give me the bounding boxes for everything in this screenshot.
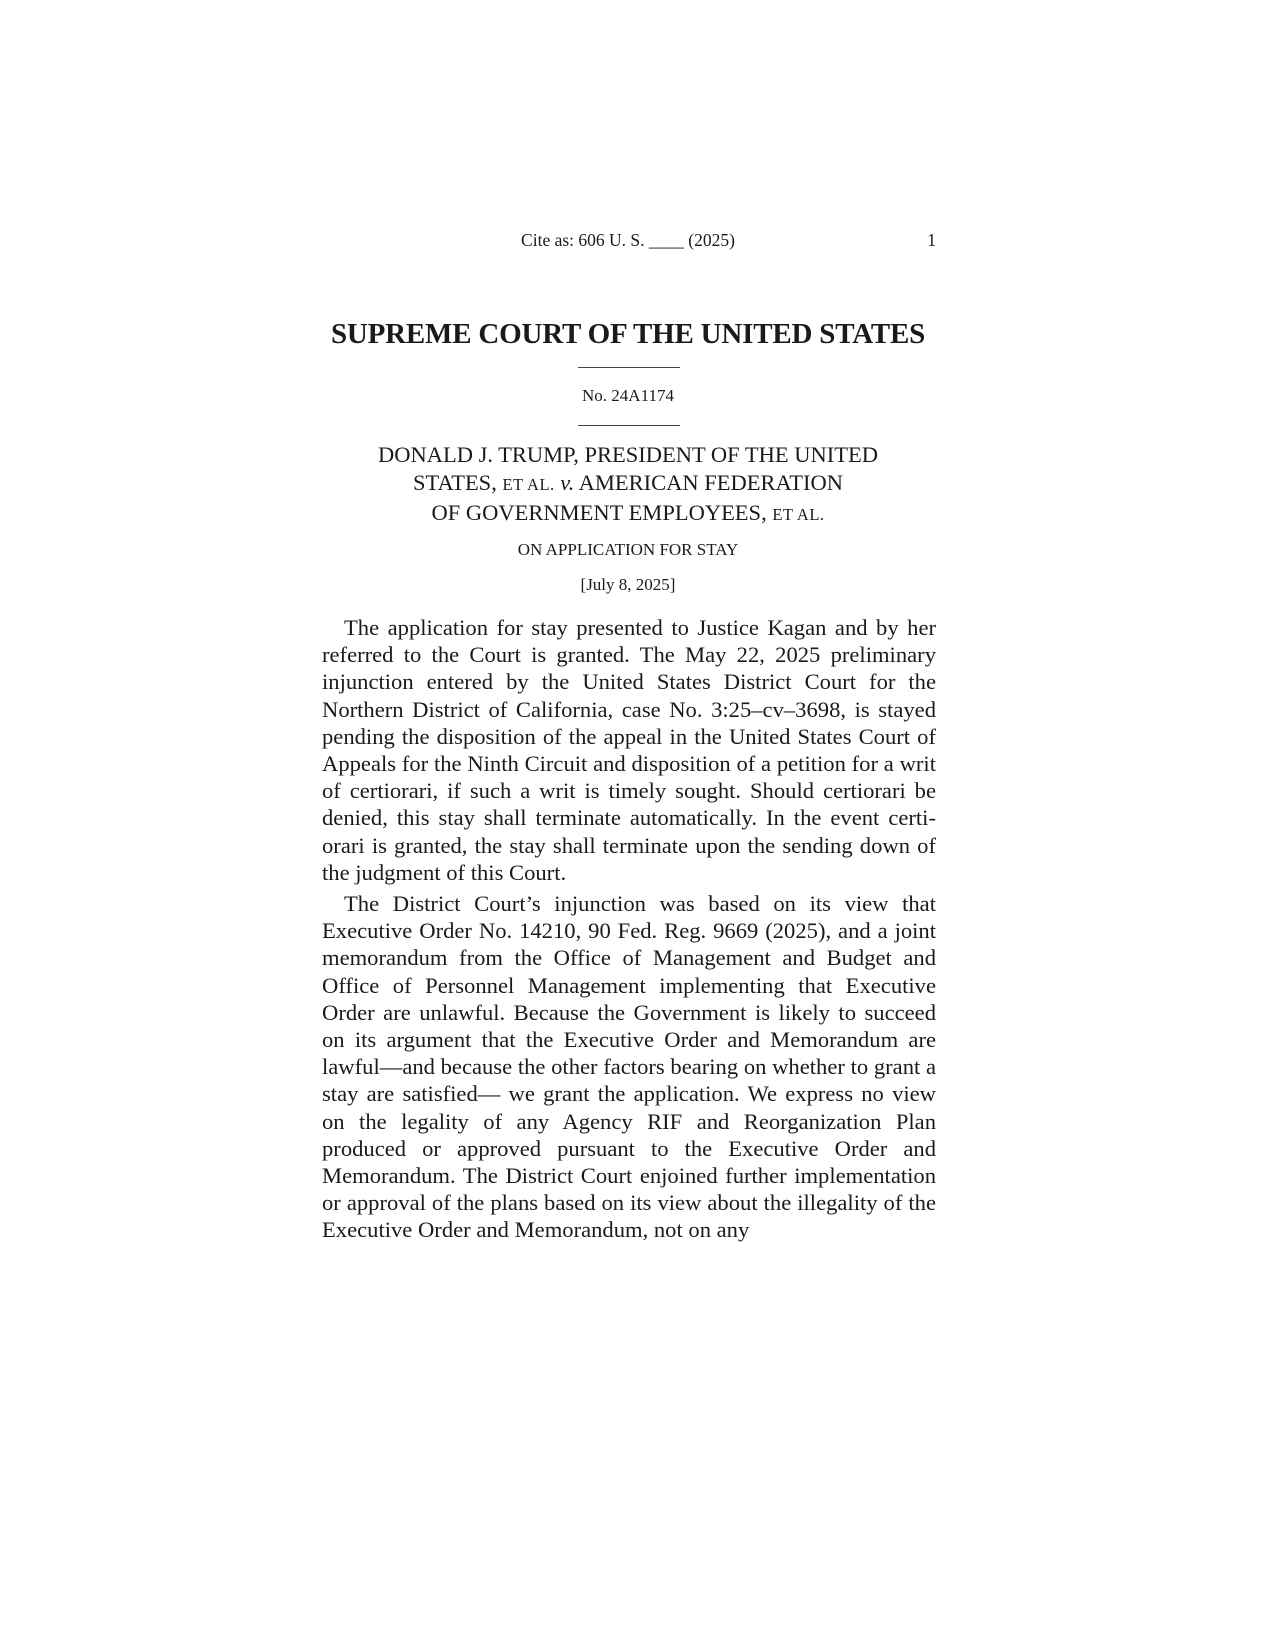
- opinion-body: [322, 614, 936, 1248]
- caption-text: STATES,: [412, 470, 503, 495]
- decision-date: [July 8, 2025]: [580, 575, 676, 594]
- caption-line-3: [320, 499, 936, 529]
- versus-italic: v.: [560, 470, 575, 495]
- paragraph: The application for stay presented to Justice Kagan and by her referred to the Court is granted. The May 22, 2025 preliminary injunction entered by the United States District Court for the Northern District of California, case No. 3:25–cv–3698, is stayed pending the disposition of the appeal in the United States Court of Appeals for the Ninth Circuit and disposition of a petition for a writ of certiorari, if such a writ is timely sought. Should certiorari be denied, this stay shall terminate automatically. In the event certiorari is granted, the stay shall terminate upon the sending down of the judgment of this Court.: [322, 615, 936, 885]
- divider-rule: [578, 425, 680, 426]
- caption-line-1: DONALD J. TRUMP, PRESIDENT OF THE UNITED: [377, 442, 879, 467]
- paragraph: The District Court’s injunction was based on its view that Executive Order No. 14210, 90 Fed. Reg. 9669 (2025), and a joint memorandum from the Office of Management and Budget and Office of Personnel Management implementing that Executive Order are unlawful. Because the Government is likely to succeed on its argument that the Executive Order and Memorandum are lawful—and because the other factors bearing on whether to grant a stay are satisfied— we grant the application. We express no view on the legality of any Agency RIF and Reorganization Plan produced or approved pursuant to the Executive Order and Memorandum. The District Court enjoined further implementation or approval of the plans based on its view about the illegality of the Executive Order and Memorandum, not on any: [322, 891, 936, 1243]
- caption-line-2: [320, 469, 936, 499]
- case-caption: [320, 441, 936, 529]
- court-title: SUPREME COURT OF THE UNITED STATES: [330, 318, 926, 350]
- et-al-smallcaps: ET AL.: [502, 475, 555, 494]
- caption-text: OF GOVERNMENT EMPLOYEES,: [431, 500, 773, 525]
- et-al-smallcaps: ET AL.: [772, 505, 825, 524]
- procedural-posture: ON APPLICATION FOR STAY: [517, 540, 739, 559]
- page-number: 1: [927, 230, 936, 250]
- citation-line: Cite as: 606 U. S. ____ (2025): [521, 230, 735, 250]
- docket-number: No. 24A1174: [582, 386, 674, 405]
- caption-text: AMERICAN FEDERATION: [578, 470, 843, 495]
- running-header: [320, 230, 936, 254]
- divider-rule: [578, 367, 680, 368]
